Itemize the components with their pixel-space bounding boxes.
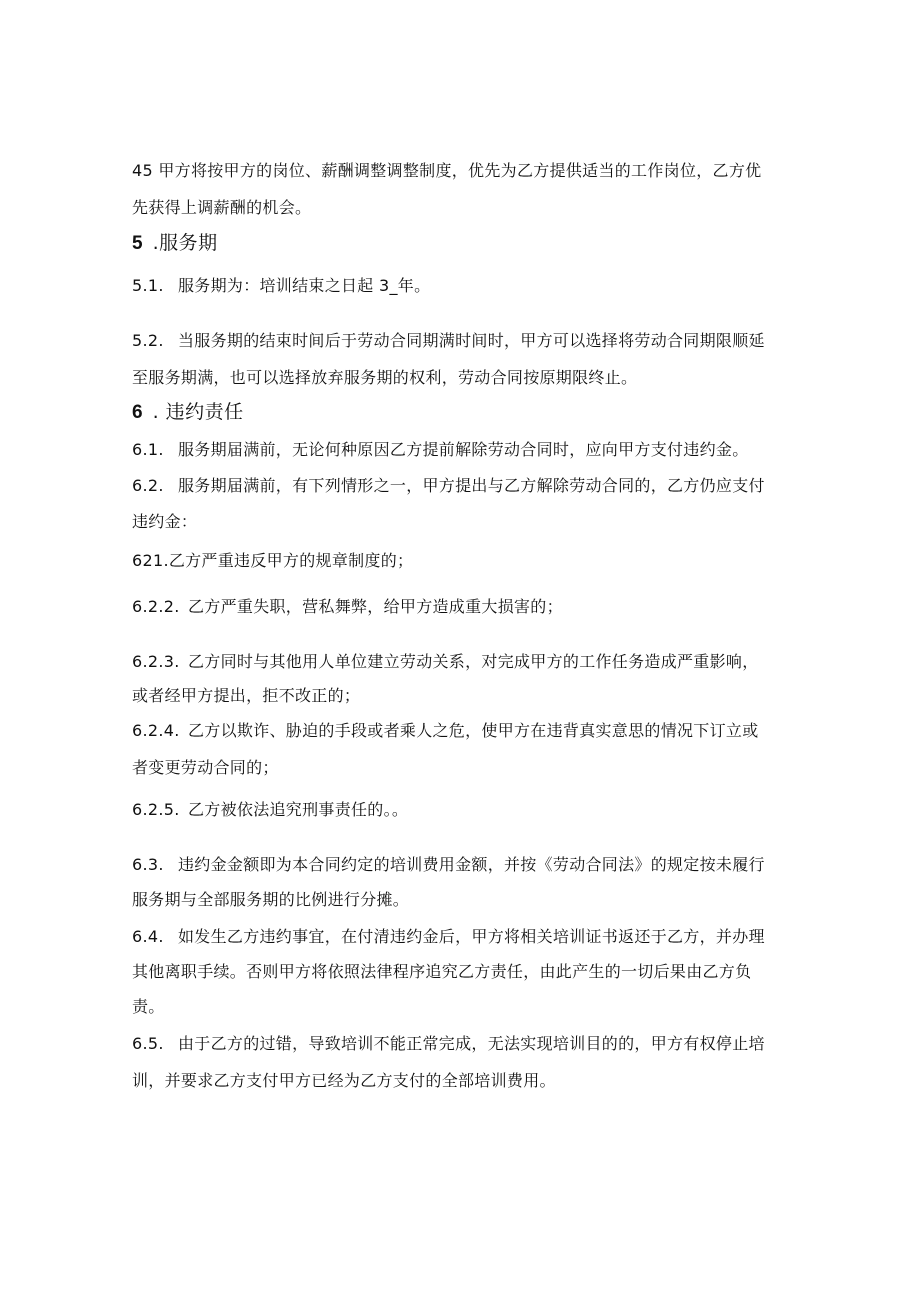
clause-6-2-line-2: 违约金： [132,512,198,531]
paragraph-4-5-line-1: 45 甲方将按甲方的岗位、薪酬调整调整制度，优先为乙方提供适当的工作岗位，乙方优 [132,161,762,180]
section-5-heading [132,231,218,256]
clause-5-2-line-1 [132,331,792,351]
clause-6-2-line-1 [132,476,792,496]
clause-text: 当服务期的结束时间后于劳动合同期满时间时，甲方可以选择将劳动合同期限顺延 [178,331,765,350]
clause-6-1 [132,440,792,460]
clause-6-2-4-line-2: 者变更劳动合同的； [132,758,279,777]
clause-6-2-3-line-1 [132,652,792,672]
section-6-title: . 违约责任 [152,401,244,423]
clause-number: 6.2.2. [132,597,180,616]
clause-5-2-line-2: 至服务期满，也可以选择放弃服务期的权利，劳动合同按原期限终止。 [132,368,638,387]
clause-number: 621. [132,551,169,570]
clause-text: 服务期届满前，无论何种原因乙方提前解除劳动合同时，应向甲方支付违约金。 [178,440,749,459]
clause-6-5-line-2: 训，并要求乙方支付甲方已经为乙方支付的全部培训费用。 [132,1071,556,1090]
clause-6-2-1 [132,551,792,571]
clause-text: 如发生乙方违约事宜，在付清违约金后，甲方将相关培训证书返还于乙方，并办理 [178,927,765,946]
clause-text: 违约金金额即为本合同约定的培训费用金额，并按《劳动合同法》的规定按未履行 [178,855,765,874]
clause-text: 服务期为：培训结束之日起 3_年。 [178,276,431,295]
clause-text: 乙方以欺诈、胁迫的手段或者乘人之危，使甲方在违背真实意思的情况下订立或 [188,721,759,740]
section-5-number: 5 [132,233,143,254]
clause-text: 乙方被依法追究刑事责任的。。 [188,800,409,819]
clause-text: 服务期届满前，有下列情形之一，甲方提出与乙方解除劳动合同的，乙方仍应支付 [178,476,765,495]
clause-number: 6.3. [132,855,164,874]
clause-number: 6.2.3. [132,652,180,671]
clause-6-2-4-line-1 [132,721,792,741]
clause-text: 乙方同时与其他用人单位建立劳动关系，对完成甲方的工作任务造成严重影响， [188,652,759,671]
clause-5-1 [132,276,792,296]
clause-number: 6.5. [132,1034,164,1053]
clause-text: 由于乙方的过错，导致培训不能正常完成，无法实现培训目的的，甲方有权停止培 [178,1034,765,1053]
clause-6-4-line-2: 其他离职手续。否则甲方将依照法律程序追究乙方责任，由此产生的一切后果由乙方负 [132,962,752,981]
clause-number: 6.2.5. [132,800,180,819]
clause-6-4-line-3: 责。 [132,997,165,1016]
section-6-heading [132,400,244,425]
clause-number: 5.1. [132,276,164,295]
clause-6-3-line-1 [132,855,792,875]
clause-6-2-2 [132,597,792,617]
clause-number: 5.2. [132,331,164,350]
clause-6-2-3-line-2: 或者经甲方提出，拒不改正的； [132,686,361,705]
clause-6-3-line-2: 服务期与全部服务期的比例进行分摊。 [132,890,410,909]
clause-number: 6.2.4. [132,721,180,740]
clause-6-4-line-1 [132,927,792,947]
paragraph-4-5-line-2: 先获得上调薪酬的机会。 [132,198,312,217]
clause-6-5-line-1 [132,1034,792,1054]
section-5-title: .服务期 [152,232,218,254]
clause-number: 6.4. [132,927,164,946]
clause-number: 6.1. [132,440,164,459]
clause-text: 乙方严重违反甲方的规章制度的； [168,551,414,570]
clause-6-2-5 [132,800,792,820]
section-6-number: 6 [132,402,143,423]
clause-text: 乙方严重失职，营私舞弊，给甲方造成重大损害的； [188,597,563,616]
clause-number: 6.2. [132,476,164,495]
